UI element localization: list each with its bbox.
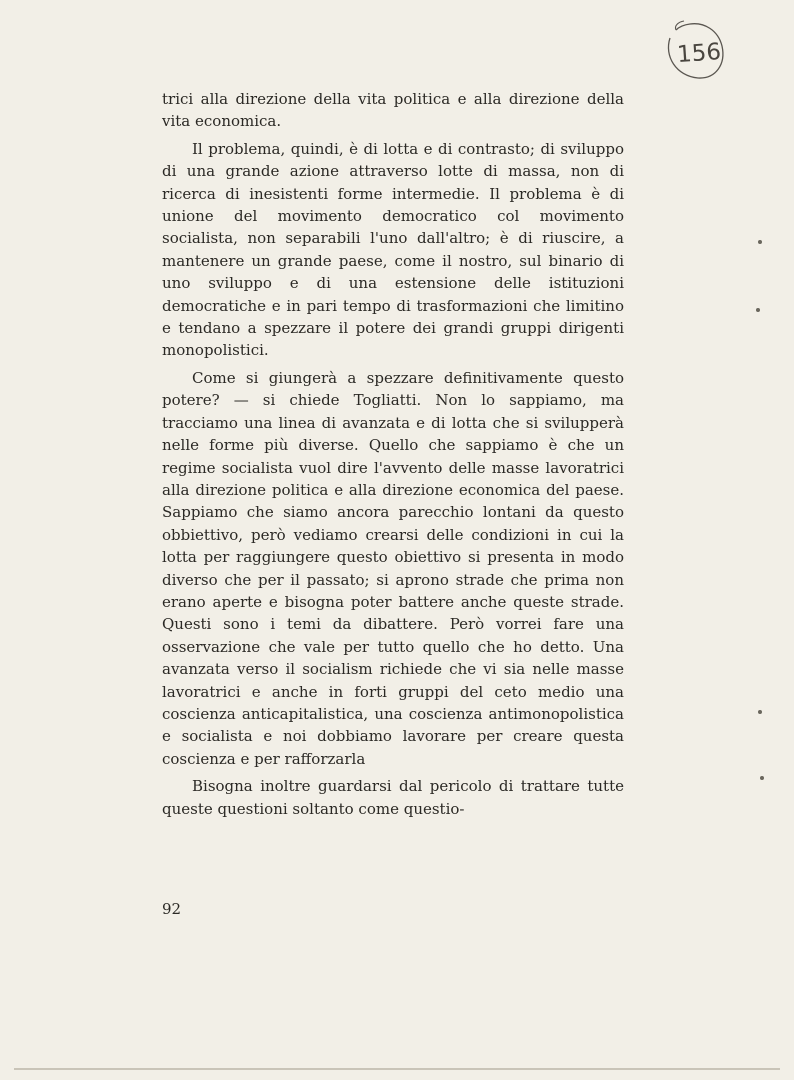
handwritten-page-number-mark	[660, 16, 726, 82]
scan-speck	[760, 776, 764, 780]
svg-text:156: 156	[676, 39, 722, 69]
scan-speck	[758, 240, 762, 244]
page-number: 92	[162, 900, 182, 918]
page-bottom-edge	[14, 1068, 780, 1070]
paragraph: Bisogna inoltre guardarsi dal pericolo di trattare tutte queste questioni soltanto come questio-	[162, 777, 624, 818]
body-text	[162, 88, 624, 825]
paragraph: trici alla direzione della vita politica e alla direzione della vita economica.	[162, 90, 624, 131]
paragraph: Come si giungerà a spezzare definitivamente questo potere? — si chiede Togliatti. Non lo sappiamo, ma tracciamo una linea di avanzata e di lotta che si svilupperà nelle forme più diverse. Quello che sappiamo è che un regime socialista vuol dire l'avvento delle masse lavoratrici alla direzione politica e alla direzione economica del paese. Sappiamo che siamo ancora parecchio lontani da questo obbiettivo, però vediamo crearsi delle condizioni in cui la lotta per raggiungere questo obiettivo si presenta in modo diverso che per il passato; si aprono strade che prima non erano aperte e bisogna poter battere anche queste strade. Questi sono i temi da dibattere. Però vorrei fare una osservazione che vale per tutto quello che ho detto. Una avanzata verso il socialism richiede che vi sia nelle masse lavoratrici e anche in forti gruppi del ceto medio una coscienza anticapitalistica, una coscienza antimonopolistica e socialista e noi dobbiamo lavorare per creare questa coscienza e per rafforzarla	[162, 368, 624, 768]
paragraph: Il problema, quindi, è di lotta e di contrasto; di sviluppo di una grande azione attraverso lotte di massa, non di ricerca di inesistenti forme intermedie. Il problema è di unione del movimento democratico col movimento socialista, non separabili l'uno dall'altro; è di riuscire, a mantenere un grande paese, come il nostro, sul binario di uno sviluppo e di una estensione delle istituzioni democratiche e in pari tempo di trasformazioni che limitino e tendano a spezzare il potere dei grandi gruppi dirigenti monopolistici.	[162, 139, 624, 360]
scan-speck	[758, 710, 762, 714]
scan-speck	[756, 308, 760, 312]
